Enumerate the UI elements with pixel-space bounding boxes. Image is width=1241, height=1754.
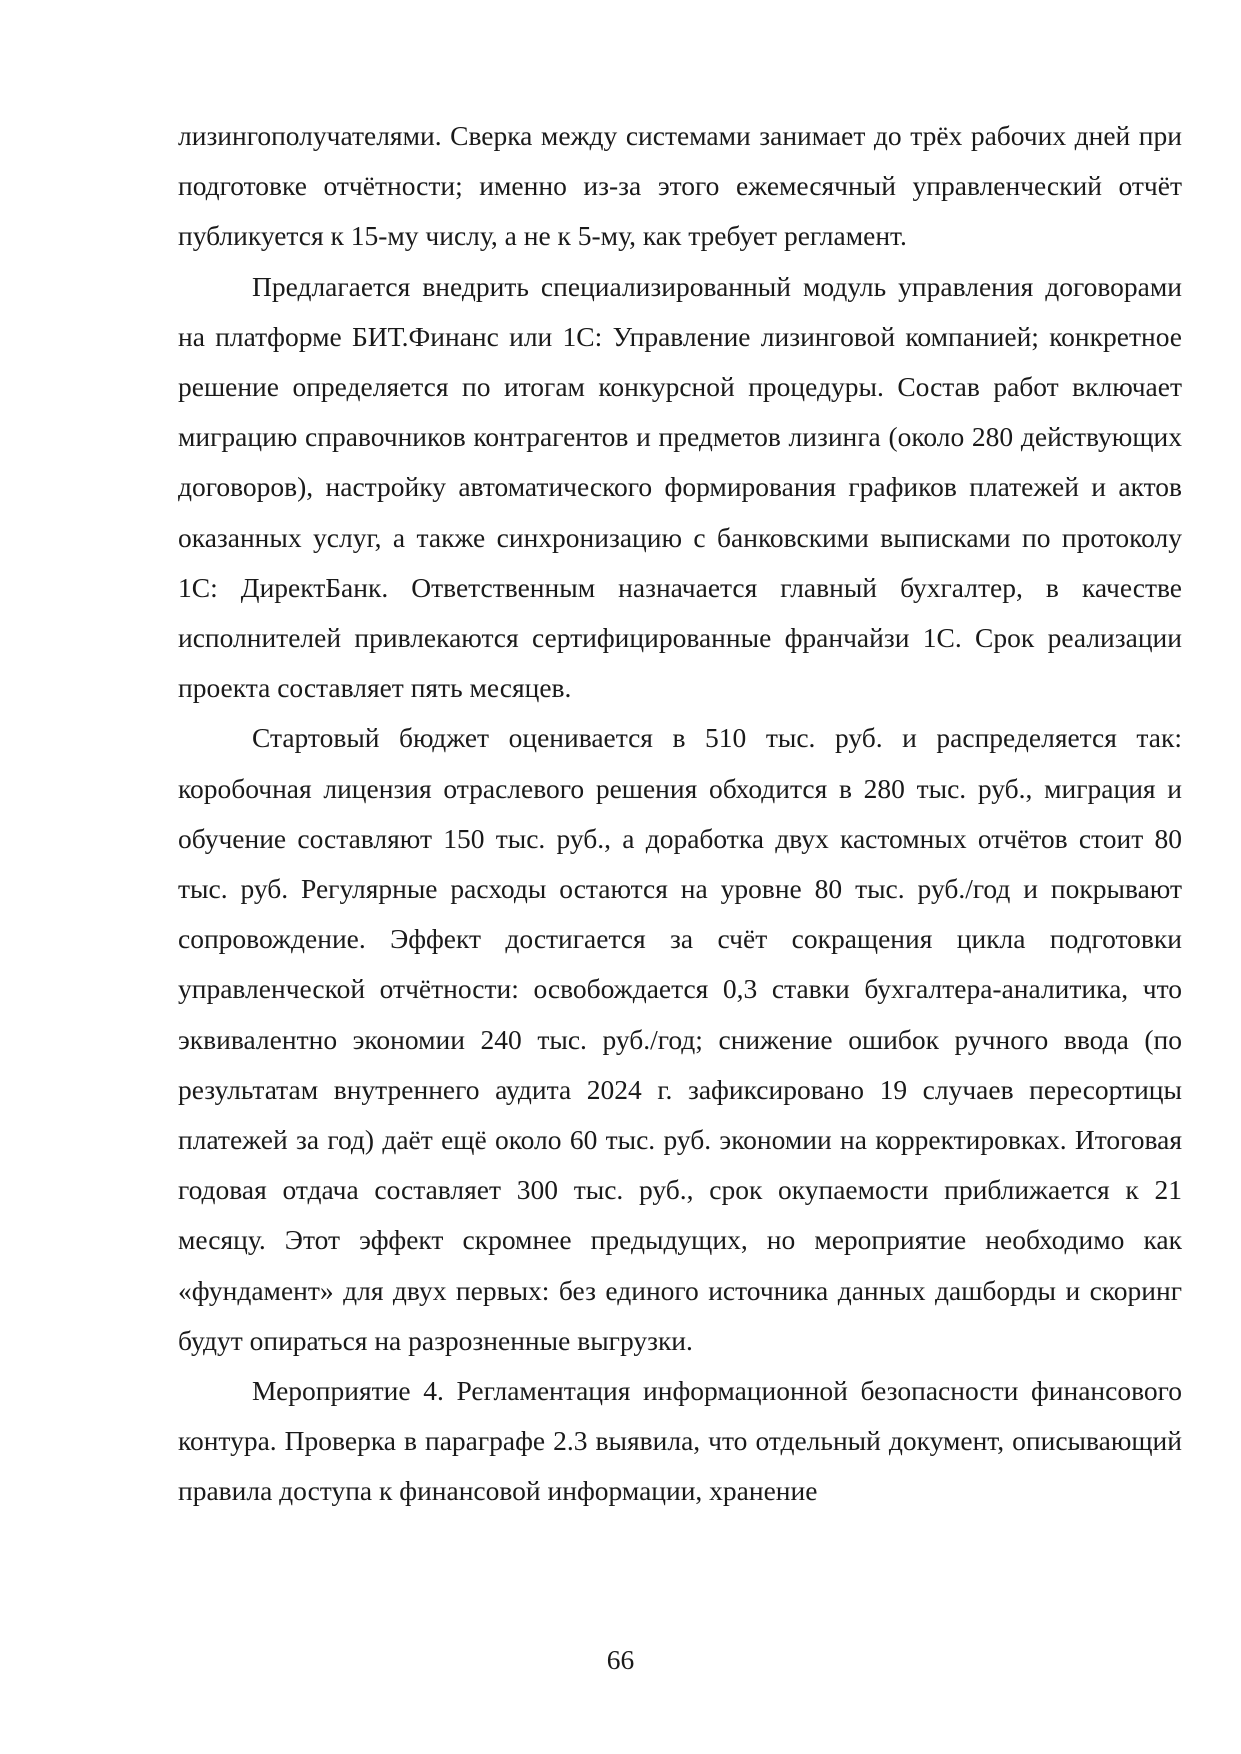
paragraph-continuation: лизингополучателями. Сверка между системами занимает до трёх рабочих дней при подготовке отчётности; именно из-за этого ежемесячный управленческий отчёт публикуется к 15-му числу, а не к 5-му, как требует регламент.	[178, 120, 1182, 252]
paragraph-budget: Стартовый бюджет оценивается в 510 тыс. руб. и распределяется так: коробочная лицензия отраслевого решения обходится в 280 тыс. руб., миграция и обучение составляют 150 тыс. руб., а доработка двух кастомных отчётов стоит 80 тыс. руб. Регулярные расходы остаются на уровне 80 тыс. руб./год и покрывают сопровождение. Эффект достигается за счёт сокращения цикла подготовки управленческой отчётности: освобождается 0,3 ставки бухгалтера-аналитика, что эквивалентно экономии 240 тыс. руб./год; снижение ошибок ручного ввода (по результатам внутреннего аудита 2024 г. зафиксировано 19 случаев пересортицы платежей за год) даёт ещё около 60 тыс. руб. экономии на корректировках. Итоговая годовая отдача составляет 300 тыс. руб., срок окупаемости приближается к 21 месяцу. Этот эффект скромнее предыдущих, но мероприятие необходимо как «фундамент» для двух первых: без единого источника данных дашборды и скоринг будут опираться на разрозненные выгрузки.	[178, 722, 1182, 1356]
body-text	[178, 111, 1182, 1517]
paragraph-module-proposal: Предлагается внедрить специализированный модуль управления договорами на платформе БИТ.Финанс или 1С: Управление лизинговой компанией; конкретное решение определяется по итогам конкурсной процедуры. Состав работ включает миграцию справочников контрагентов и предметов лизинга (около 280 действующих договоров), настройку автоматического формирования графиков платежей и актов оказанных услуг, а также синхронизацию с банковскими выписками по протоколу 1С: ДиректБанк. Ответственным назначается главный бухгалтер, в качестве исполнителей привлекаются сертифицированные франчайзи 1С. Срок реализации проекта составляет пять месяцев.	[178, 270, 1182, 704]
page-number: 66	[606, 1644, 635, 1675]
paragraph-measure-4: Мероприятие 4. Регламентация информационной безопасности финансового контура. Проверка в параграфе 2.3 выявила, что отдельный документ, описывающий правила доступа к финансовой информации, хранение	[178, 1375, 1182, 1507]
